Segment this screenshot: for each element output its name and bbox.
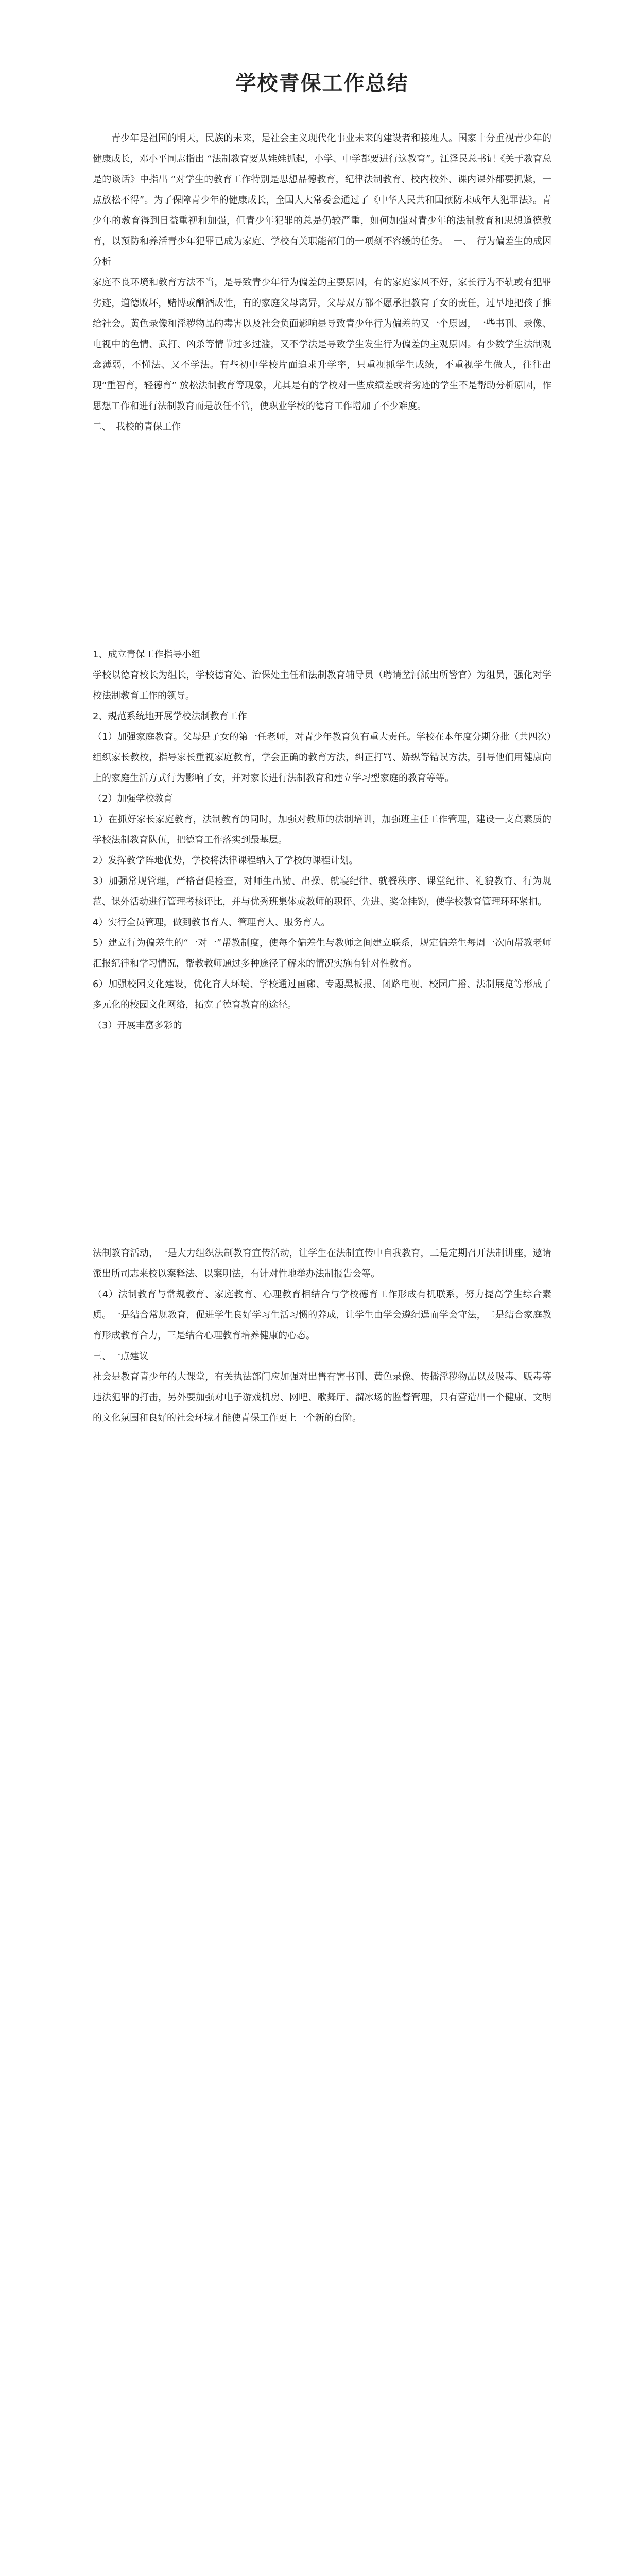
suggestion-paragraph: 社会是教育青少年的大课堂，有关执法部门应加强对出售有害书刊、黄色录像、传播淫秽物品以及吸毒、贩毒等违法犯罪的打击，另外要加强对电子游戏机房、网吧、歌舞厅、溜冰场的监督管理，只有营造出一个健康、文明的文化氛围和良好的社会环境才能使青保工作更上一个新的台阶。 (93, 1371, 551, 1423)
school-point-3: 3）加强常规管理，严格督促检查，对师生出勤、出操、就寝纪律、就餐秩序、课堂纪律、礼貌教育、行为规范、课外活动进行管理考核评比，并与优秀班集体或教师的职评、先进、奖金挂钩，使学校教育管理环环紧扣。 (93, 876, 551, 907)
intro-paragraph: 青少年是祖国的明天，民族的未来，是社会主义现代化事业未来的建设者和接班人。国家十分重视青少年的健康成长，邓小平同志指出 “法制教育要从娃娃抓起，小学、中学都要进行这教育”。江泽民总书记《关于教育总是的谈话》中指出 “对学生的教育工作特别是思想品德教育，纪律法制教育、校内校外、课内课外都要抓紧，一点放松不得”。为了保障青少年的健康成长，全国人大常委会通过了《中华人民共和国预防未成年人犯罪法》。青少年的教育得到日益重视和加强，但青少年犯罪的总是仍较严重，如何加强对青少年的法制教育和思想道德教育，以预防和养活青少年犯罪已成为家庭、学校有关职能部门的一项刻不容缓的任务。 一、 行为偏差生的成因分析 (93, 133, 551, 267)
section-3-heading: 三、一点建议 (93, 1351, 148, 1362)
item-2-heading: 2、规范系统地开展学校法制教育工作 (93, 711, 247, 722)
section-2-heading: 二、 我校的青保工作 (93, 421, 181, 432)
school-point-1: 1）在抓好家长家庭教育，法制教育的同时，加强对教师的法制培训，加强班主任工作管理，建设一支高素质的学校法制教育队伍，把德育工作落实到最基层。 (93, 814, 551, 845)
school-point-4: 4）实行全员管理，做到教书育人、管理育人、服务育人。 (93, 917, 331, 928)
activities-heading: （3）开展丰富多彩的 (93, 1020, 182, 1031)
school-point-6: 6）加强校园文化建设，优化育人环境、学校通过画廊、专题黑板报、闭路电视、校园广播、法制展览等形成了多元化的校园文化网络，拓宽了德育教育的途径。 (93, 979, 551, 1010)
family-education-paragraph: （1）加强家庭教育。父母是子女的第一任老师，对青少年教育负有重大责任。学校在本年度分期分批（共四次）组织家长教校，指导家长重视家庭教育，学会正确的教育方法，纠正打骂、娇纵等错误方法，引导他们用健康向上的家庭生活方式行为影响子女，并对家长进行法制教育和建立学习型家庭的教育等等。 (93, 732, 551, 784)
school-point-2: 2）发挥教学阵地优势，学校将法律课程纳入了学校的课程计划。 (93, 855, 358, 866)
blank-space (93, 1036, 551, 1243)
school-education-heading: （2）加强学校教育 (93, 793, 173, 804)
cause-analysis-paragraph: 家庭不良环境和教育方法不当，是导致青少年行为偏差的主要原因，有的家庭家风不好，家长行为不轨或有犯罪劣迹，道德败坏，赌博或酗酒成性，有的家庭父母离异，父母双方都不愿承担教育子女的责任，过早地把孩子推给社会。黄色录像和淫秽物品的毒害以及社会负面影响是导致青少年行为偏差的又一个原因，一些书刊、录像、电视中的色情、武打、凶杀等情节过多过滥，又不学法是导致学生发生行为偏差的主观原因。有少数学生法制观念薄弱，不懂法、又不学法。有些初中学校片面追求升学率，只重视抓学生成绩，不重视学生做人，往往出现“重智育，轻德育” 放松法制教育等现象，尤其是有的学校对一些成绩差或者劣迹的学生不是帮助分析原因，作思想工作和进行法制教育而是放任不管，使职业学校的德育工作增加了不少难度。 (93, 277, 551, 412)
item-1-heading: 1、成立青保工作指导小组 (93, 649, 201, 660)
blank-space (93, 437, 551, 645)
school-point-5: 5）建立行为偏差生的“一对一”帮教制度，使每个偏差生与教师之间建立联系，规定偏差生每周一次向帮教老师汇报纪律和学习情况，帮教教师通过多种途径了解来的情况实施有针对性教育。 (93, 938, 551, 969)
activities-paragraph: 法制教育活动，一是大力组织法制教育宣传活动，让学生在法制宣传中自我教育，二是定期召开法制讲座，邀请派出所司志来校以案释法、以案明法，有针对性地举办法制报告会等。 (93, 1248, 551, 1279)
item-1-text: 学校以德育校长为组长，学校德育处、治保处主任和法制教育辅导员（聘请坌河派出所警官）为组员，强化对学校法制教育工作的领导。 (93, 670, 551, 701)
combined-education-paragraph: （4）法制教育与常规教育、家庭教育、心理教育相结合与学校德育工作形成有机联系，努力提高学生综合素质。一是结合常规教育，促进学生良好学习生活习惯的养成，让学生由学会遵纪逞而学会守法，二是结合家庭教育形成教育合力，三是结合心理教育培养健康的心态。 (93, 1289, 551, 1341)
document-title: 学校青保工作总结 (235, 71, 409, 95)
